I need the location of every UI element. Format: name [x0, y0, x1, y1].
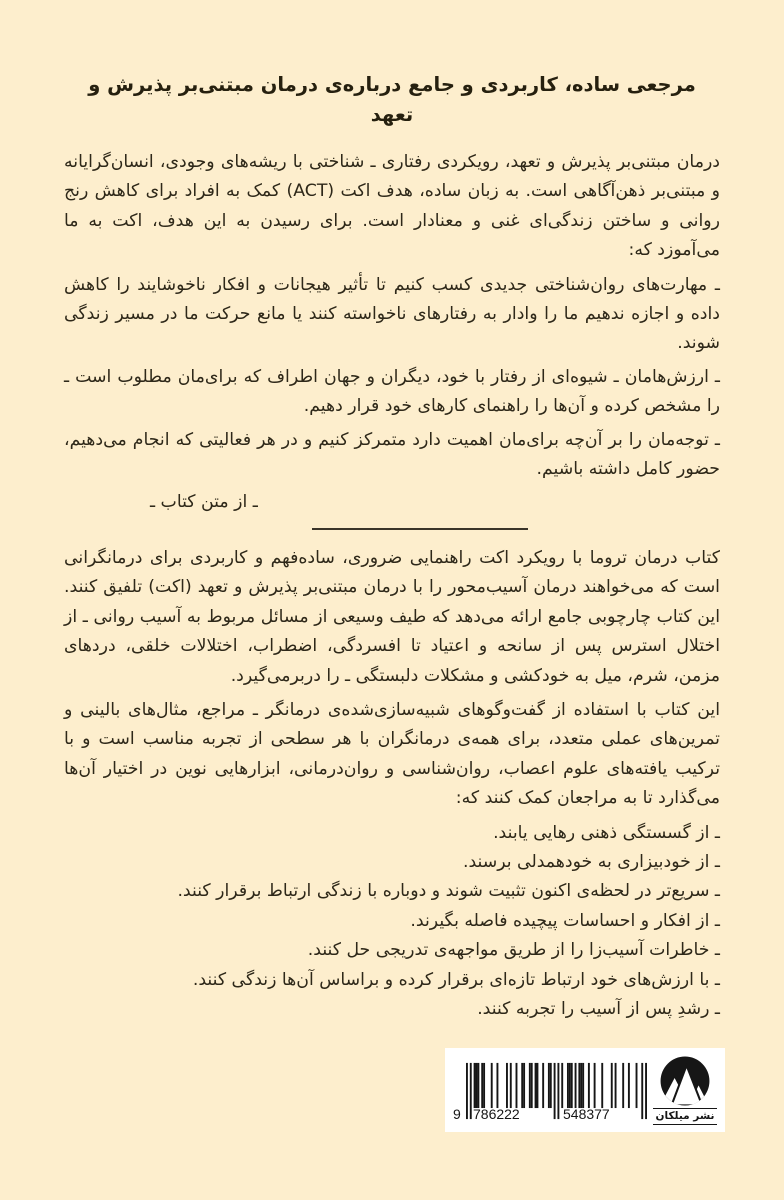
act-point-3: ـ توجه‌مان را بر آن‌چه برای‌مان اهمیت دارد متمرکز کنیم و در هر فعالیتی که انجام می‌دهیم، حضور کامل داشته باشیم.	[64, 429, 720, 480]
isbn-digit-group-first: 9	[453, 1106, 461, 1122]
benefit-point-1: ـ از گسستگی ذهنی رهایی یابند.	[493, 822, 720, 843]
ean13-barcode	[453, 1060, 649, 1124]
section-divider	[312, 528, 528, 530]
back-cover-text-block	[64, 70, 720, 1024]
quote-attribution: ـ از متن کتاب ـ	[150, 492, 258, 513]
benefit-point-5: ـ خاطرات آسیب‌زا را از طریق مواجهه‌ی تدریجی حل کنند.	[307, 940, 720, 961]
isbn-digit-group-left: 786222	[473, 1106, 520, 1122]
cover-headline: مرجعی ساده، کاربردی و جامع درباره‌ی درمان مبتنی‌بر پذیرش و تعهد	[88, 73, 696, 126]
intro-paragraph: درمان مبتنی‌بر پذیرش و تعهد، رویکردی رفتاری ـ شناختی با ریشه‌های وجودی، انسان‌گرایانه و مبتنی‌بر ذهن‌آگاهی است. به زبان ساده، هدف اکت (ACT) کمک به افراد برای کاهش رنج روانی و ساختن زندگی‌ای غنی و معنادار است. برای رسیدن به این هدف، اکت به ما می‌آموزد که:	[64, 152, 720, 261]
act-point-2: ـ ارزش‌هامان ـ شیوه‌ای از رفتار با خود، دیگران و جهان اطراف که برای‌مان مطلوب است ـ را مشخص کرده و آن‌ها را راهنمای کارهای خود قرار دهیم.	[64, 366, 720, 417]
body-paragraph-1: کتاب درمان تروما با رویکرد اکت راهنمایی ضروری، ساده‌فهم و کاربردی برای درمانگرانی است که می‌خواهند درمان آسیب‌محور را با درمان مبتنی‌بر پذیرش و تعهد (اکت) تلفیق کنند. این کتاب چارچوبی جامع ارائه می‌دهد که طیف وسیعی از مسائل مربوط به آسیب روانی ـ از اختلال استرس پس از سانحه و اعتیاد تا افسردگی، اضطراب، اختلالات خلقی، دردهای مزمن، شرم، میل به خودکشی و مشکلات دلبستگی ـ را دربرمی‌گیرد.	[64, 547, 720, 686]
isbn-barcode-panel	[445, 1048, 725, 1132]
milkan-mountains-logo-icon	[659, 1055, 711, 1107]
benefit-point-6: ـ با ارزش‌های خود ارتباط تازه‌ای برقرار کرده و براساس آن‌ها زندگی کنند.	[192, 969, 720, 990]
benefit-point-2: ـ از خودبیزاری به خودهمدلی برسند.	[462, 851, 720, 872]
publisher-logo-block	[653, 1055, 717, 1125]
body-paragraph-2: این کتاب با استفاده از گفت‌وگوهای شبیه‌سازی‌شده‌ی درمانگر ـ مراجع، مثال‌های بالینی و تمرین‌های عملی متعدد، برای همه‌ی درمانگران با هر سطحی از تجربه مناسب است و با ترکیب یافته‌های علوم اعصاب، روان‌شناسی و روان‌درمانی، ابزارهایی نوین در اختیار آن‌ها می‌گذارد تا به مراجعان کمک کنند که:	[64, 699, 720, 809]
benefit-point-4: ـ از افکار و احساسات پیچیده فاصله بگیرند.	[410, 910, 720, 931]
publisher-name: نشر میلکان	[653, 1108, 718, 1125]
benefit-point-7: ـ رشدِ پس از آسیب را تجربه کنند.	[477, 998, 720, 1019]
act-point-1: ـ مهارت‌های روان‌شناختی جدیدی کسب کنیم تا تأثیر هیجانات و افکار ناخوشایند را کاهش داده و اجازه ندهیم ما را وادار به رفتارهای ناخواسته کنند یا مانع حرکت ما در مسیر زندگی شوند.	[64, 274, 720, 354]
isbn-digit-group-right: 548377	[563, 1106, 610, 1122]
benefit-point-3: ـ سریع‌تر در لحظه‌ی اکنون تثبیت شوند و دوباره با زندگی ارتباط برقرار کنند.	[177, 881, 720, 902]
benefit-list	[64, 819, 720, 1025]
